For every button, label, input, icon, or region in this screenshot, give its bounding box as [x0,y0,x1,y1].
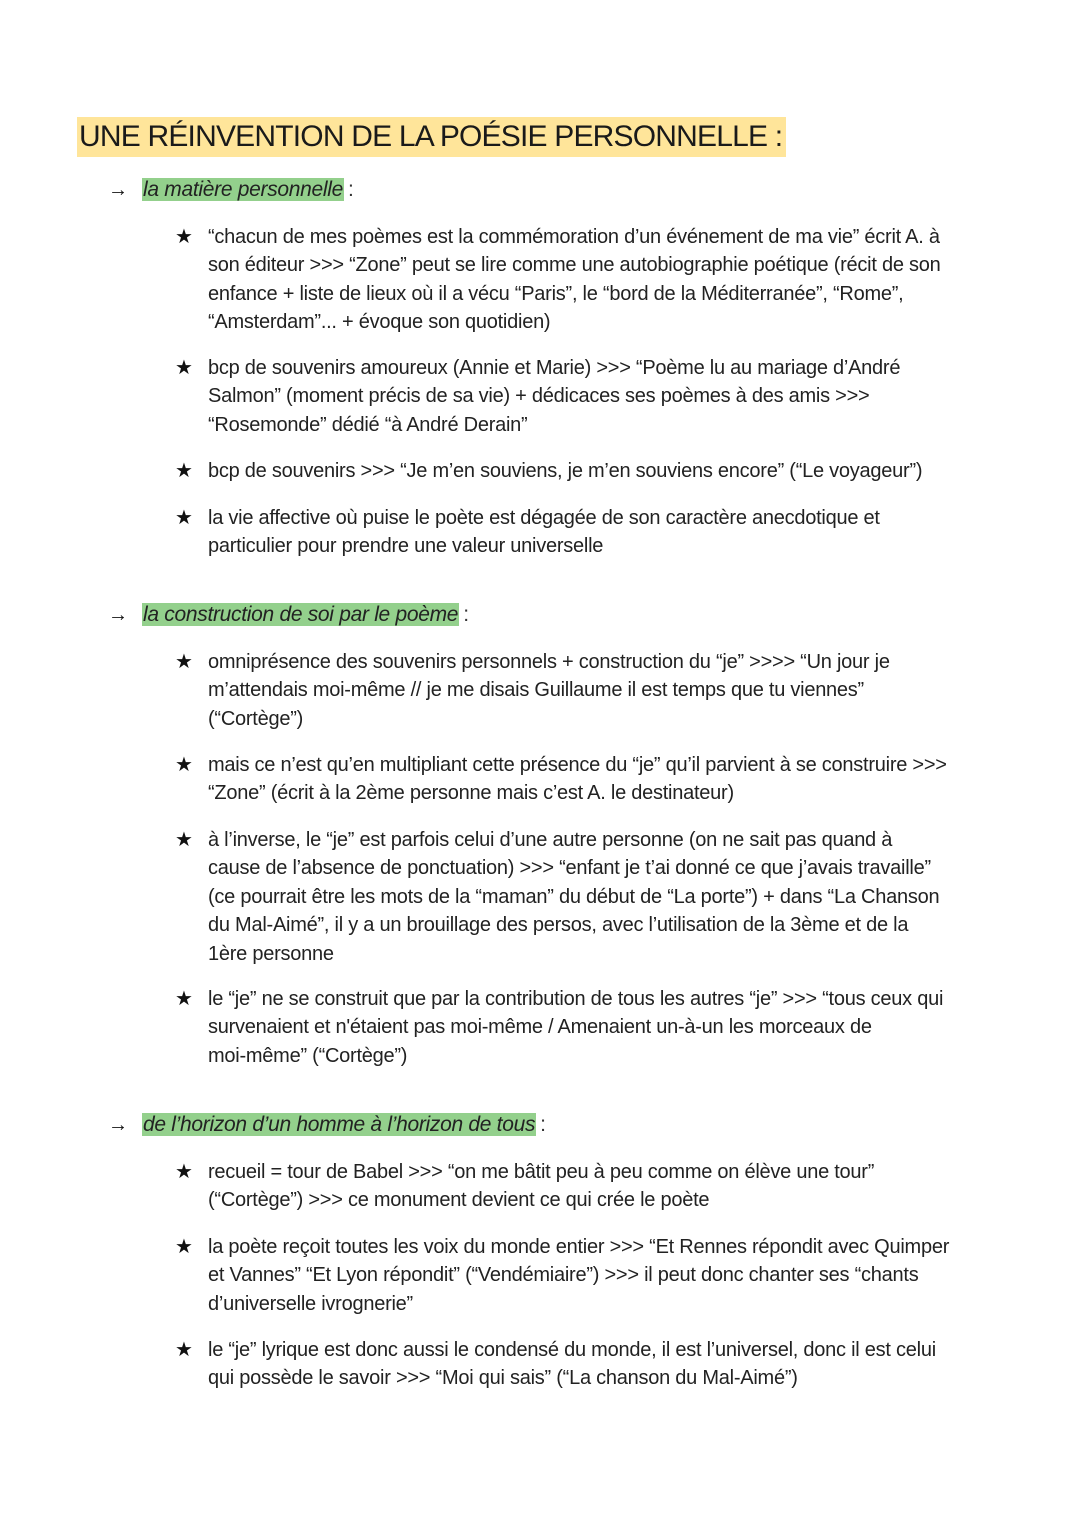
bullet-item [175,354,1005,439]
section-heading-colon: : [540,1113,546,1136]
bullet-text: le “je” lyrique est donc aussi le condensé du monde, il est l’universel, donc il est celui qui possède le savoir >>> “Moi qui sais” (“La chanson du Mal-Aimé”) [208,1339,936,1390]
star-icon: ★ [175,651,193,673]
star-icon: ★ [175,357,193,379]
arrow-icon: → [108,179,128,201]
star-icon: ★ [175,754,193,776]
bullet-item [175,223,1005,337]
bullet-item [175,1158,1005,1215]
section-heading-construction [108,601,469,629]
star-icon: ★ [175,507,193,529]
bullet-item [175,1233,1005,1318]
star-icon: ★ [175,226,193,248]
section-heading-label: la matière personnelle [143,178,344,201]
star-icon: ★ [175,829,193,851]
star-icon: ★ [175,460,193,482]
bullet-text: mais ce n’est qu’en multipliant cette présence du “je” qu’il parvient à se construire >>> “Zone” (écrit à la 2ème personne mais c’est A. le destinateur) [208,754,947,805]
section-heading-label: la construction de soi par le poème [143,603,459,626]
bullet-item [175,648,1005,733]
bullet-text: “chacun de mes poèmes est la commémoration d’un événement de ma vie” écrit A. à son éditeur >>> “Zone” peut se lire comme une autobiographie poétique (récit de son enfance + liste de lieux où il a vécu “Paris”, le “bord de la Méditerranée”, “Rome”, “Amsterdam”... + évoque son quotidien) [208,226,941,334]
section-heading-horizon [108,1111,546,1139]
bullet-item [175,1336,1005,1393]
bullet-item [175,504,1005,561]
bullet-text: le “je” ne se construit que par la contribution de tous les autres “je” >>> “tous ceux qui survenaient et n'étaient pas moi-même / Amenaient un-à-un les morceaux de moi-même” (“Cortège”) [208,988,944,1067]
bullet-text: omniprésence des souvenirs personnels + construction du “je” >>>> “Un jour je m’attendais moi-même // je me disais Guillaume il est temps que tu viennes” (“Cortège”) [208,651,890,730]
bullet-text: recueil = tour de Babel >>> “on me bâtit peu à peu comme on élève une tour” (“Cortège”) >>> ce monument devient ce qui crée le poète [208,1161,875,1212]
bullet-text: à l’inverse, le “je” est parfois celui d’une autre personne (on ne sait pas quand à cause de l’absence de ponctuation) >>> “enfant je t’ai donné ce que j’avais travaille” (ce pourrait être les mots de la “maman” du début de “La porte”) + dans “La Chanson du Mal-Aimé”, il y a un brouillage des persos, avec l’utilisation de la 3ème et de la 1ère personne [208,829,940,965]
section-heading-colon: : [348,178,354,201]
star-icon: ★ [175,1339,193,1361]
section-heading-label: de l’horizon d’un homme à l’horizon de tous [143,1113,536,1136]
star-icon: ★ [175,1236,193,1258]
bullet-item [175,751,1005,808]
arrow-icon: → [108,604,128,626]
bullet-item [175,826,1005,968]
star-icon: ★ [175,988,193,1010]
bullet-text: la poète reçoit toutes les voix du monde entier >>> “Et Rennes répondit avec Quimper et Vannes” “Et Lyon répondit” (“Vendémiaire”) >>> il peut donc chanter ses “chants d’universelle ivrognerie” [208,1236,950,1315]
bullet-text: bcp de souvenirs >>> “Je m’en souviens, je m’en souviens encore” (“Le voyageur”) [208,460,923,482]
section-heading-matiere [108,176,354,204]
section-heading-colon: : [463,603,469,626]
bullet-item [175,985,1005,1070]
bullet-text: bcp de souvenirs amoureux (Annie et Marie) >>> “Poème lu au mariage d’André Salmon” (moment précis de sa vie) + dédicaces ses poèmes à des amis >>> “Rosemonde” dédié “à André Derain” [208,357,901,436]
arrow-icon: → [108,1114,128,1136]
bullet-text: la vie affective où puise le poète est dégagée de son caractère anecdotique et particulier pour prendre une valeur universelle [208,507,880,558]
bullet-item [175,457,1005,485]
page-title: UNE RÉINVENTION DE LA POÉSIE PERSONNELLE : [77,117,786,157]
star-icon: ★ [175,1161,193,1183]
